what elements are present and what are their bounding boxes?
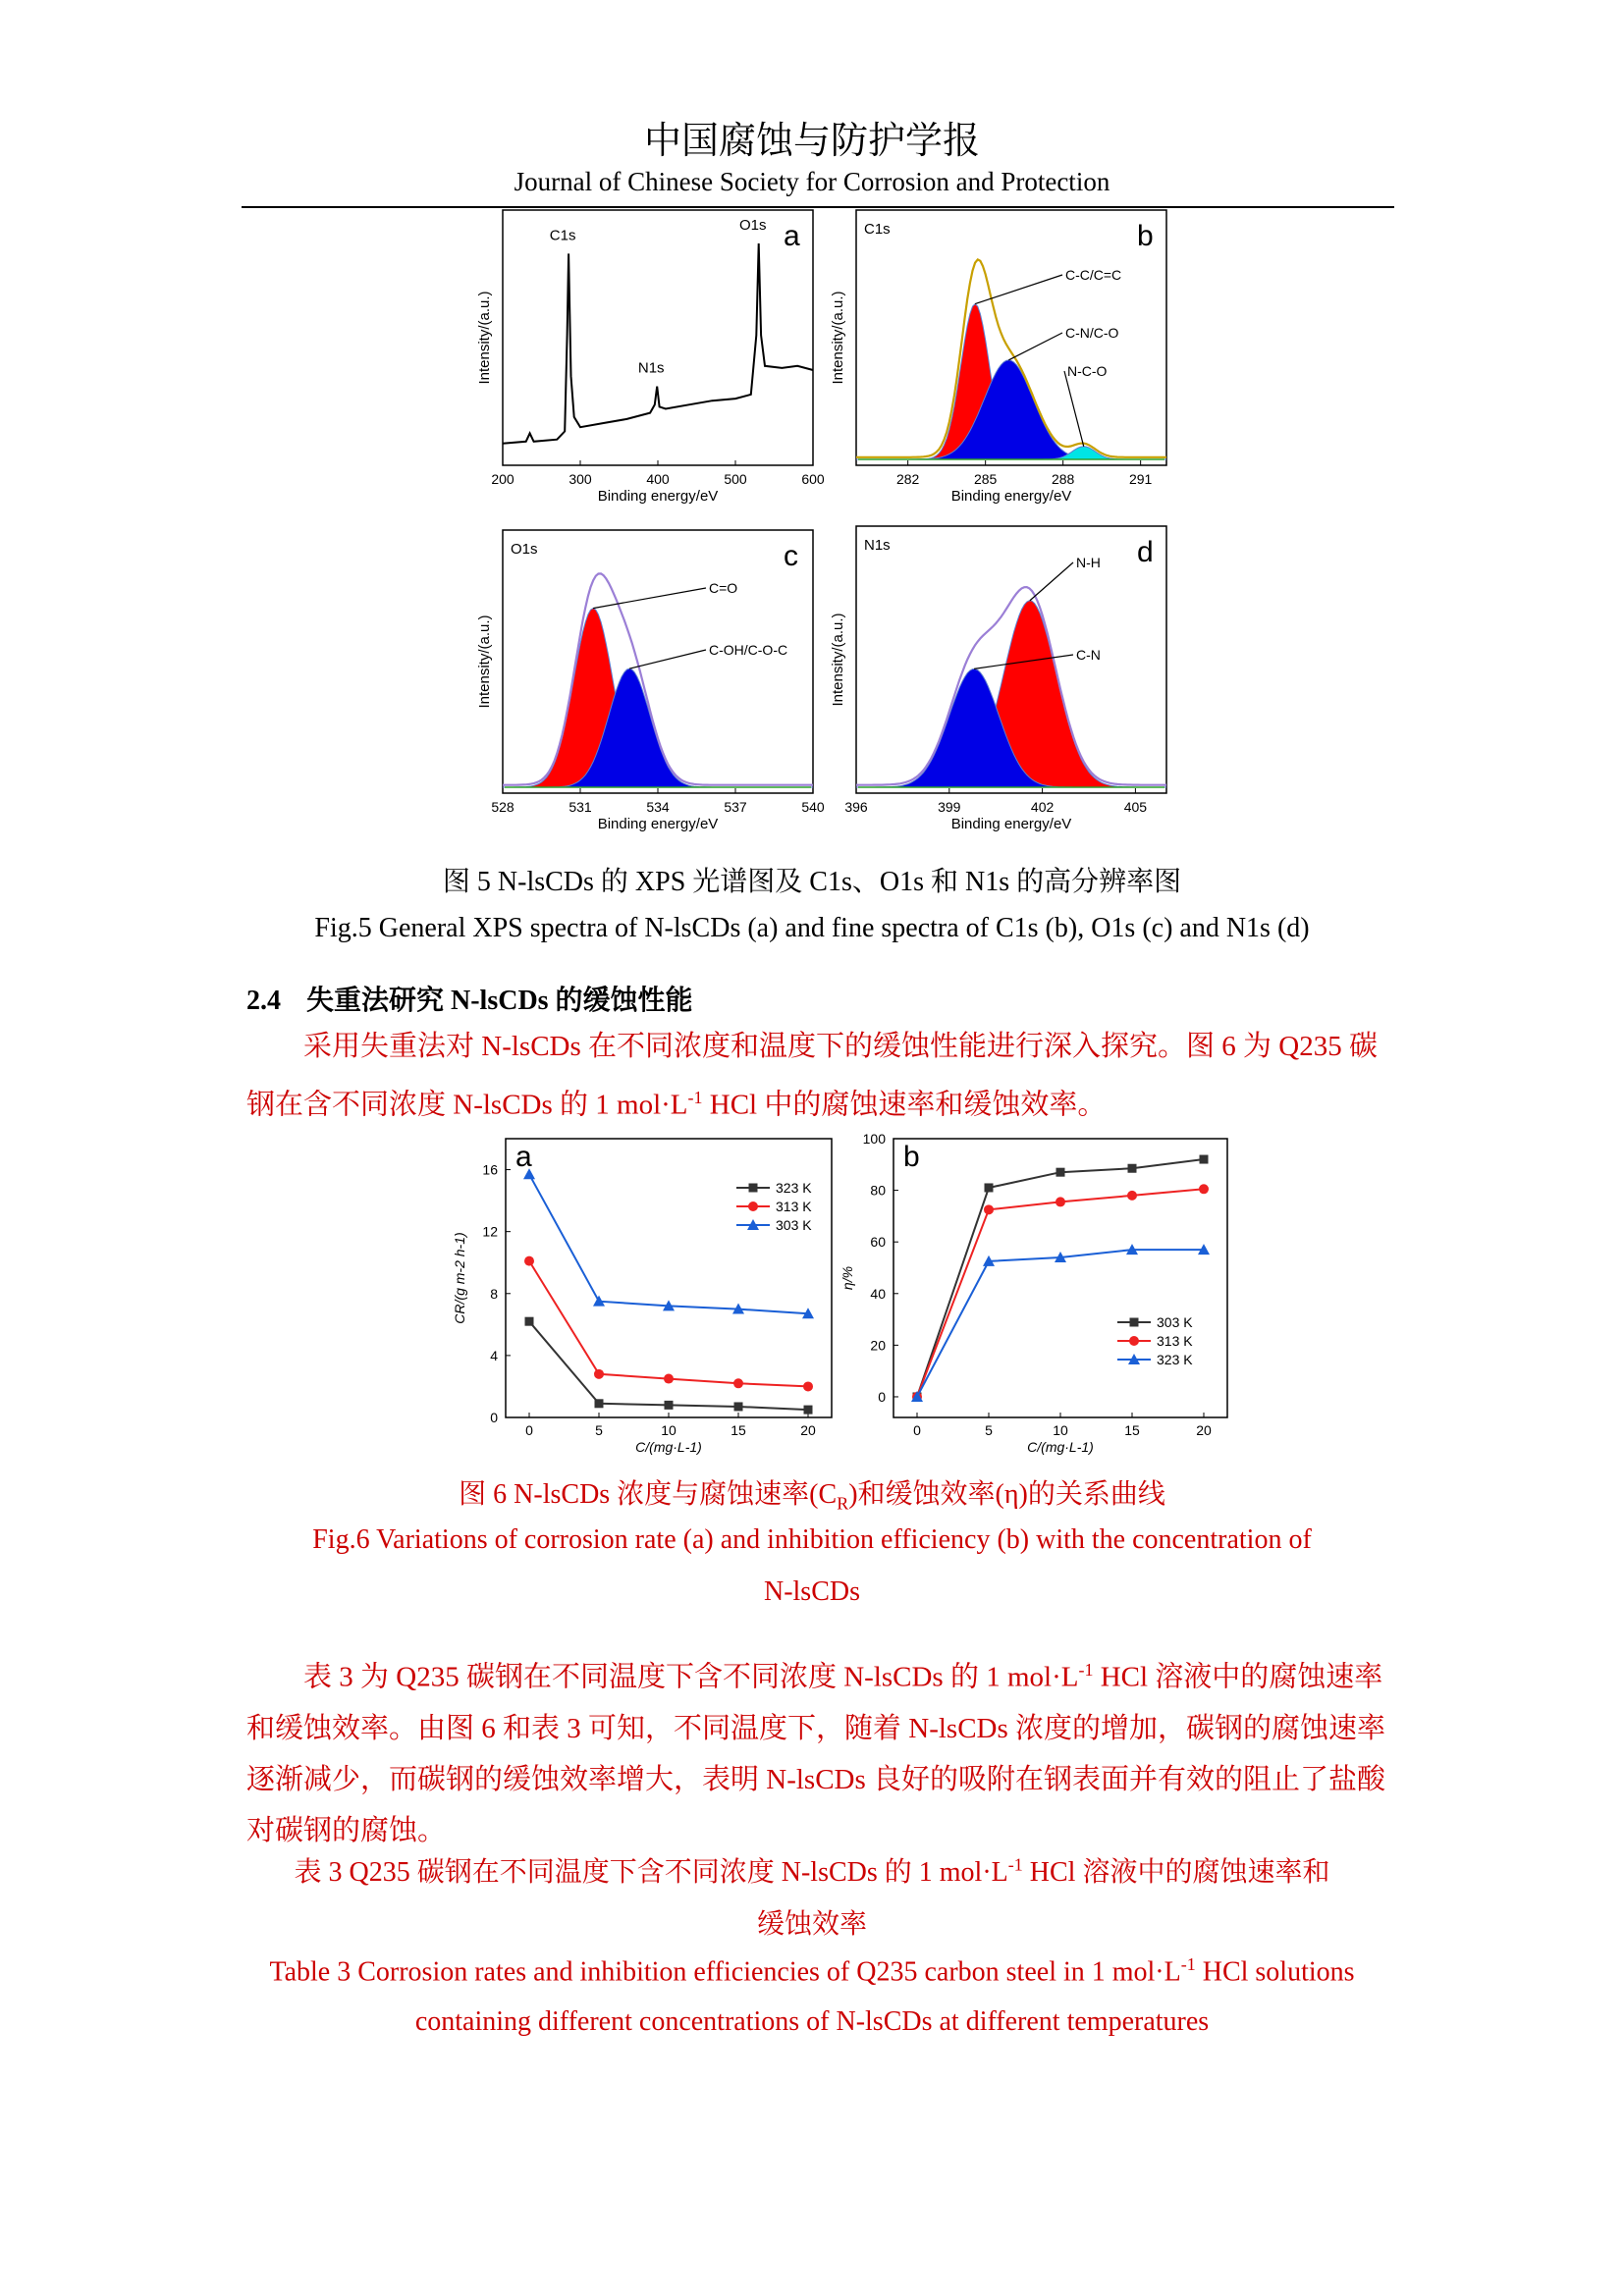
fig5d-xtick-label: 405 — [1123, 799, 1148, 815]
fig6b-ytick-label: 60 — [870, 1234, 886, 1251]
fig6b-ytick-label: 100 — [862, 1131, 886, 1147]
fig6-caption-en-2: N-lsCDs — [763, 1576, 860, 1607]
xps-c1s-panel — [830, 210, 1166, 505]
table3-caption-en-1a: Table 3 Corrosion rates and inhibition efficiencies of Q235 carbon steel in 1 mol·L — [269, 1956, 1181, 1988]
fig5b-panel-label: b — [1137, 220, 1154, 252]
fig5c-xtick-label: 528 — [491, 799, 514, 815]
data-point — [1129, 1336, 1139, 1346]
component-label: C-OH/C-O-C — [709, 642, 788, 658]
fig6b-ytick-label: 80 — [870, 1182, 886, 1199]
para1-line2 — [246, 1072, 1391, 1131]
fig5c-xtick-label: 540 — [801, 799, 825, 815]
component-label: N-C-O — [1067, 363, 1108, 379]
figure-6 — [0, 1129, 1624, 1463]
survey-peak-label: O1s — [738, 217, 767, 234]
fig6a-ytick-label: 0 — [490, 1410, 498, 1425]
para1-line1: 采用失重法对 N-lsCDs 在不同浓度和温度下的缓蚀性能进行深入探究。图 6 为 Q235 碳 — [303, 1031, 1378, 1062]
fig5c-region-label: O1s — [511, 541, 538, 558]
component-label: N-H — [1076, 555, 1101, 570]
fig5a-xtick-label: 300 — [568, 471, 592, 487]
inhibition-efficiency-chart — [839, 1131, 1227, 1455]
fig5b-xtick-label: 282 — [895, 471, 920, 487]
section-heading — [246, 979, 693, 1018]
fig5d-xlabel: Binding energy/eV — [950, 816, 1072, 832]
xps-survey-panel — [476, 210, 825, 505]
component-label: C-C/C=C — [1065, 267, 1122, 283]
fig5d-xtick-label: 396 — [844, 799, 868, 815]
corrosion-rate-chart — [452, 1139, 832, 1455]
fig5a-xlabel: Binding energy/eV — [597, 488, 719, 505]
fig6b-xtick-label: 0 — [913, 1422, 921, 1438]
fig6-caption-cn-b: )和缓蚀效率(η)的关系曲线 — [848, 1479, 1165, 1510]
legend-label: 303 K — [776, 1217, 812, 1233]
data-point — [1056, 1197, 1065, 1206]
fig5a-frame — [503, 210, 813, 465]
fig5b-xtick-label: 291 — [1128, 471, 1153, 487]
fig5a-panel-label: a — [784, 220, 800, 252]
fig5-caption-cn: 图 5 N-lsCDs 的 XPS 光谱图及 C1s、O1s 和 N1s 的高分辨率图 — [442, 867, 1182, 897]
fig5b-xtick-label: 285 — [973, 471, 998, 487]
fig5c-xtick-label: 531 — [568, 799, 592, 815]
component-leader-line — [593, 588, 706, 609]
fig6b-xtick-label: 15 — [1124, 1422, 1140, 1438]
component-label: C=O — [709, 580, 738, 596]
fig5b-region-label: C1s — [864, 221, 891, 238]
fig5c-xtick-label: 534 — [646, 799, 670, 815]
data-point — [984, 1204, 994, 1214]
data-point — [1199, 1184, 1209, 1194]
data-point — [803, 1381, 813, 1391]
fig6a-ytick-label: 8 — [490, 1285, 498, 1302]
fig5a-xtick-label: 200 — [491, 471, 514, 487]
fig6b-panel-label: b — [903, 1141, 920, 1173]
data-point — [1056, 1168, 1065, 1177]
fig6b-ytick-label: 20 — [870, 1337, 886, 1354]
data-point — [1128, 1164, 1137, 1173]
fig6b-ytick-label: 40 — [870, 1285, 886, 1302]
fig6-caption-sub: R — [837, 1493, 849, 1514]
fig5d-xtick-label: 399 — [938, 799, 961, 815]
fig5a-xtick-label: 500 — [724, 471, 747, 487]
fig6a-xtick-label: 15 — [731, 1422, 746, 1438]
fig6b-ylabel: η/% — [839, 1265, 855, 1291]
data-point — [595, 1399, 604, 1408]
data-point — [985, 1183, 994, 1192]
table3-caption-cn-2: 缓蚀效率 — [756, 1909, 867, 1940]
table3-caption-cn-1 — [0, 1850, 1624, 1890]
figure-5 — [0, 0, 1624, 844]
data-point — [525, 1317, 534, 1326]
xps-n1s-panel — [830, 526, 1166, 832]
fig5b-xtick-label: 288 — [1051, 471, 1075, 487]
fig6-caption-en-1: Fig.6 Variations of corrosion rate (a) and inhibition efficiency (b) with the concentration of — [312, 1524, 1312, 1555]
fig5c-xtick-label: 537 — [724, 799, 747, 815]
fig5b-ylabel: Intensity/(a.u.) — [830, 291, 846, 385]
data-point — [749, 1184, 758, 1193]
para1-line2-a: 钢在含不同浓度 N-lsCDs 的 1 mol·L — [246, 1089, 688, 1121]
component-leader-line — [1008, 333, 1062, 360]
para1-sup: -1 — [687, 1088, 703, 1107]
fig5d-region-label: N1s — [864, 537, 891, 554]
data-point — [664, 1374, 674, 1384]
series-line-303k — [529, 1174, 808, 1313]
fig6b-xlabel: C/(mg·L-1) — [1027, 1439, 1094, 1455]
journal-title-en: Journal of Chinese Society for Corrosion and Protection — [514, 167, 1110, 196]
data-point — [1127, 1191, 1137, 1201]
fig5a-xtick-label: 600 — [801, 471, 825, 487]
table3-caption-cn-1a: 表 3 Q235 碳钢在不同温度下含不同浓度 N-lsCDs 的 1 mol·L — [294, 1857, 1008, 1888]
fig6b-frame — [893, 1139, 1227, 1417]
legend-label: 323 K — [1157, 1352, 1193, 1367]
data-point — [1200, 1155, 1209, 1164]
para2-line3: 逐渐减少，而碳钢的缓蚀效率增大，表明 N-lsCDs 良好的吸附在钢表面并有效的阻止了盐酸 — [246, 1763, 1386, 1795]
table3-caption-en-2: containing different concentrations of N-lsCDs at different temperatures — [414, 2006, 1210, 2037]
series-line-313k — [529, 1261, 808, 1387]
legend-label: 303 K — [1157, 1314, 1193, 1330]
table3-caption-en-1 — [0, 1954, 1624, 1988]
fig6a-xtick-label: 20 — [800, 1422, 816, 1438]
paragraph-2 — [246, 1644, 1391, 1856]
table3-caption-cn-1b: HCl 溶液中的腐蚀速率和 — [1022, 1857, 1330, 1888]
para2-line1 — [246, 1644, 1391, 1703]
data-point — [524, 1256, 534, 1266]
survey-spectrum-line — [503, 243, 813, 444]
section-number: 2.4 — [246, 986, 281, 1016]
para2-sup: -1 — [1078, 1660, 1094, 1680]
legend-label: 313 K — [1157, 1333, 1193, 1349]
legend-label: 313 K — [776, 1199, 812, 1214]
fit-component-c-n-c-o — [856, 360, 1166, 459]
component-leader-line — [1064, 371, 1084, 447]
fig5c-ylabel: Intensity/(a.u.) — [476, 614, 493, 709]
fig6b-xtick-label: 5 — [985, 1422, 993, 1438]
fig6a-xlabel: C/(mg·L-1) — [635, 1439, 702, 1455]
fig5d-xtick-label: 402 — [1030, 799, 1055, 815]
component-leader-line — [1030, 562, 1073, 601]
fig5d-ylabel: Intensity/(a.u.) — [830, 613, 846, 707]
component-label: C-N/C-O — [1065, 325, 1119, 341]
data-point — [594, 1369, 604, 1379]
fig6a-ytick-label: 12 — [482, 1223, 498, 1240]
fig6b-xtick-label: 10 — [1053, 1422, 1068, 1438]
para2-line2: 和缓蚀效率。由图 6 和表 3 可知，不同温度下，随着 N-lsCDs 浓度的增加，碳钢的腐蚀速率 — [246, 1712, 1386, 1744]
fig5a-ylabel: Intensity/(a.u.) — [476, 291, 493, 385]
fig6a-xtick-label: 10 — [661, 1422, 677, 1438]
xps-o1s-panel — [476, 530, 825, 832]
fig6a-ytick-label: 16 — [482, 1161, 498, 1178]
fig5-caption-en: Fig.5 General XPS spectra of N-lsCDs (a) and fine spectra of C1s (b), O1s (c) and N1s (d) — [314, 913, 1310, 943]
survey-peak-label: C1s — [549, 227, 576, 244]
component-leader-line — [629, 650, 706, 668]
fig6a-xtick-label: 0 — [525, 1422, 533, 1438]
table3-sup-cn: -1 — [1007, 1854, 1023, 1875]
table3-sup-en: -1 — [1180, 1954, 1196, 1974]
data-point — [665, 1401, 674, 1410]
journal-title-cn: 中国腐蚀与防护学报 — [643, 119, 980, 162]
fig6-caption-cn-a: 图 6 N-lsCDs 浓度与腐蚀速率(C — [459, 1479, 838, 1510]
para2-line1-b: HCl 溶液中的腐蚀速率 — [1093, 1661, 1383, 1693]
legend-label: 323 K — [776, 1180, 812, 1196]
fig6-caption-cn — [0, 1472, 1624, 1515]
table3-caption-en-1b: HCl solutions — [1195, 1956, 1355, 1988]
survey-peak-label: N1s — [637, 359, 665, 377]
data-point — [804, 1406, 813, 1415]
fig6b-xtick-label: 20 — [1196, 1422, 1212, 1438]
fig6a-panel-label: a — [515, 1141, 532, 1173]
fig6a-ylabel: CR/(g m-2 h-1) — [452, 1232, 467, 1324]
para2-line1-a: 表 3 为 Q235 碳钢在不同温度下含不同浓度 N-lsCDs 的 1 mol·L — [303, 1661, 1079, 1693]
fig5b-xlabel: Binding energy/eV — [950, 488, 1072, 505]
fig6a-ytick-label: 4 — [490, 1347, 498, 1363]
data-point — [1130, 1318, 1139, 1327]
section-title: 失重法研究 N-lsCDs 的缓蚀性能 — [306, 986, 693, 1016]
fig5d-panel-label: d — [1137, 536, 1154, 568]
fig6a-xtick-label: 5 — [595, 1422, 603, 1438]
component-label: C-N — [1076, 647, 1101, 663]
fig5c-xlabel: Binding energy/eV — [597, 816, 719, 832]
series-line-323k — [529, 1321, 808, 1410]
para2-line4: 对碳钢的腐蚀。 — [246, 1814, 447, 1846]
data-point — [748, 1201, 758, 1211]
fig5a-xtick-label: 400 — [646, 471, 670, 487]
paragraph-1 — [246, 1021, 1391, 1131]
fig6b-ytick-label: 0 — [878, 1388, 886, 1405]
fig5c-panel-label: c — [784, 540, 798, 572]
para1-line2-b: HCl 中的腐蚀速率和缓蚀效率。 — [702, 1089, 1107, 1121]
data-point — [734, 1402, 743, 1411]
data-point — [733, 1378, 743, 1388]
